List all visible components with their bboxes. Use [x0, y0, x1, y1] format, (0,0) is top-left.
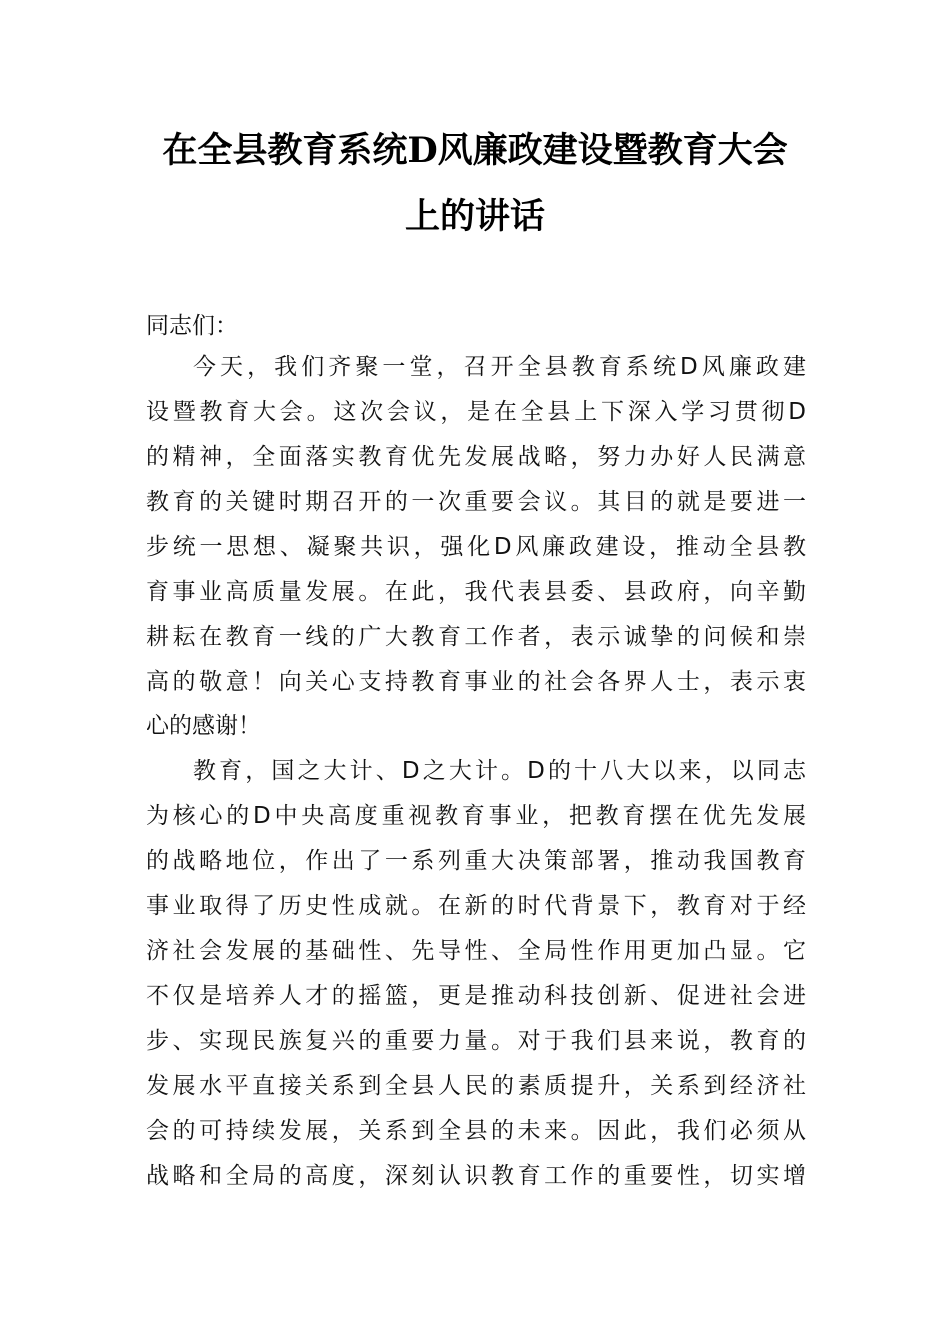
paragraph-2-line: 为核心的D中央高度重视教育事业，把教育摆在优先发展: [146, 803, 806, 829]
paragraph-2-line: 的战略地位，作出了一系列重大决策部署，推动我国教育: [146, 848, 806, 874]
paragraph-1-line: 耕耘在教育一线的广大教育工作者，表示诚挚的问候和崇: [146, 624, 806, 650]
paragraph-2-line: 教育，国之大计、D之大计。D的十八大以来，以同志: [193, 758, 806, 784]
paragraph-1-line: 高的敬意！向关心支持教育事业的社会各界人士，表示衷: [146, 669, 806, 695]
paragraph-1-line: 步统一思想、凝聚共识，强化D风廉政建设，推动全县教: [146, 534, 806, 560]
paragraph-1-line: 育事业高质量发展。在此，我代表县委、县政府，向辛勤: [146, 579, 806, 605]
salutation: 同志们：: [146, 313, 238, 339]
paragraph-2-line: 济社会发展的基础性、先导性、全局性作用更加凸显。它: [146, 938, 806, 964]
document-title-line-2: 上的讲话: [404, 196, 545, 237]
document-title-line-1: 在全县教育系统D风廉政建设暨教育大会: [162, 130, 788, 171]
paragraph-1-line: 教育的关键时期召开的一次重要会议。其目的就是要进一: [146, 489, 806, 515]
paragraph-2-line: 事业取得了历史性成就。在新的时代背景下，教育对于经: [146, 893, 806, 919]
paragraph-2-line: 战略和全局的高度，深刻认识教育工作的重要性，切实增: [146, 1163, 806, 1189]
paragraph-2-line: 会的可持续发展，关系到全县的未来。因此，我们必须从: [146, 1118, 806, 1144]
paragraph-1-line: 心的感谢！: [146, 713, 261, 739]
paragraph-2-line: 发展水平直接关系到全县人民的素质提升，关系到经济社: [146, 1073, 806, 1099]
paragraph-1-line: 设暨教育大会。这次会议，是在全县上下深入学习贯彻D: [146, 399, 806, 425]
paragraph-2-line: 不仅是培养人才的摇篮，更是推动科技创新、促进社会进: [146, 983, 806, 1009]
paragraph-1-line: 今天，我们齐聚一堂，召开全县教育系统D风廉政建: [193, 354, 806, 380]
paragraph-2-line: 步、实现民族复兴的重要力量。对于我们县来说，教育的: [146, 1028, 806, 1054]
paragraph-1-line: 的精神，全面落实教育优先发展战略，努力办好人民满意: [146, 444, 806, 470]
